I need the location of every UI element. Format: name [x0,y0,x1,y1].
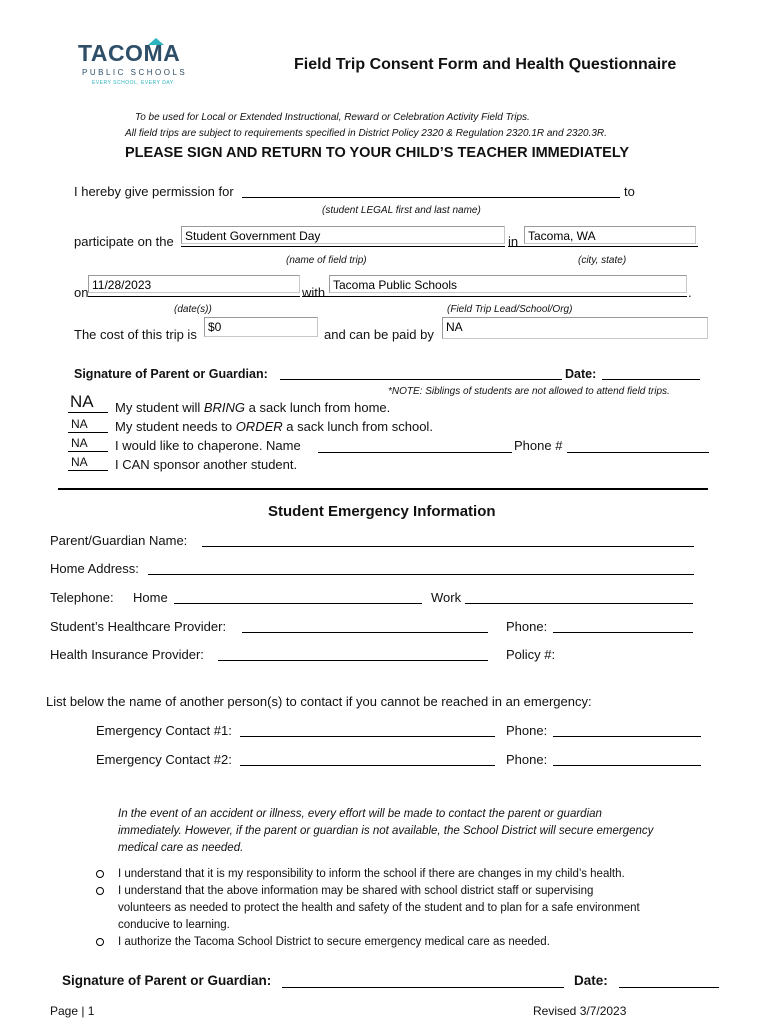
insurance-label: Health Insurance Provider: [50,647,204,662]
parent-signature-label: Signature of Parent or Guardian: [74,367,268,381]
to-label: to [624,184,635,199]
date-caption: (date(s)) [174,304,212,315]
work-phone-label: Work [431,590,462,605]
bullet-icon-2 [96,887,104,895]
option-value-2[interactable]: NA [71,417,88,431]
bullet-icon-1 [96,870,104,878]
period: . [688,285,692,300]
contact-intro: List below the name of another person(s) to contact if you cannot be reached in an emergency: [46,694,592,709]
page-number: Page | 1 [50,1004,95,1018]
contact2-line[interactable] [240,765,495,766]
trip-name-field[interactable]: Student Government Day [181,226,505,244]
trip-caption: (name of field trip) [286,255,367,266]
final-date-label: Date: [574,973,608,988]
with-label: with [302,285,326,300]
revised-date: Revised 3/7/2023 [533,1004,627,1018]
siblings-note: *NOTE: Siblings of students are not allowed to attend field trips. [388,386,670,397]
option-value-4[interactable]: NA [71,455,88,469]
chaperone-name-line[interactable] [318,452,512,453]
bullet-2-line-2: volunteers as needed to protect the health and safety of the student and to plan for a safe environment [118,902,640,914]
contact1-phone-line[interactable] [553,736,701,737]
healthcare-phone-line[interactable] [553,632,693,633]
emergency-title: Student Emergency Information [268,503,496,520]
bullet-1: I understand that it is my responsibility to inform the school if there are changes in my child’s health. [118,868,625,880]
notice-line-2: immediately. However, if the parent or guardian is not available, the School District will secure emergency [118,825,654,837]
address-line[interactable] [148,574,694,575]
option-underline-3 [68,451,108,452]
headline: PLEASE SIGN AND RETURN TO YOUR CHILD’S TEACHER IMMEDIATELY [125,145,630,161]
lead-caption: (Field Trip Lead/School/Org) [447,304,573,315]
option-label-3: I would like to chaperone. Name [115,438,301,453]
logo-name: TACOMA [78,40,181,66]
header-note-2: All field trips are subject to requirements specified in District Policy 2320 & Regulation 2320.1R and 2320.3R. [125,128,607,139]
trip-name-underline [181,246,505,247]
healthcare-phone-label: Phone: [506,619,548,634]
final-signature-line[interactable] [282,987,564,988]
final-date-line[interactable] [619,987,719,988]
lead-underline [302,296,687,297]
city-caption: (city, state) [578,255,627,266]
home-phone-label: Home [133,590,168,605]
telephone-label: Telephone: [50,590,114,605]
healthcare-line[interactable] [242,632,488,633]
paid-label: and can be paid by [324,327,434,342]
logo-tagline: EVERY SCHOOL, EVERY DAY [92,80,174,86]
contact2-phone-line[interactable] [553,765,701,766]
bullet-3: I authorize the Tacoma School District to secure emergency medical care as needed. [118,936,550,948]
logo-roof-icon [148,38,164,45]
insurance-line[interactable] [218,660,488,661]
contact2-label: Emergency Contact #2: [96,752,232,767]
contact1-phone-label: Phone: [506,723,548,738]
option-label-1: My student will BRING a sack lunch from home. [115,400,391,415]
work-phone-line[interactable] [465,603,693,604]
contact1-label: Emergency Contact #1: [96,723,232,738]
section-divider [58,488,708,490]
home-phone-line[interactable] [174,603,422,604]
option-underline-4 [68,470,108,471]
option-value-1[interactable]: NA [70,392,94,411]
option-value-3[interactable]: NA [71,436,88,450]
contact2-phone-label: Phone: [506,752,548,767]
permission-label: I hereby give permission for [74,184,234,199]
notice-line-3: medical care as needed. [118,842,244,854]
lead-field[interactable]: Tacoma Public Schools [329,275,687,293]
option-underline-2 [68,432,108,433]
chaperone-phone-line[interactable] [567,452,709,453]
date-field[interactable]: 11/28/2023 [88,275,300,293]
paid-by-field[interactable]: NA [442,317,708,339]
on-label: on [74,285,89,300]
student-name-line[interactable] [242,197,620,198]
district-logo [76,40,200,92]
cost-field[interactable]: $0 [204,317,318,337]
healthcare-label: Student’s Healthcare Provider: [50,619,227,634]
bullet-2-line-1: I understand that the above information may be shared with school district staff or supervising [118,885,594,897]
participate-label: participate on the [74,234,174,249]
student-caption: (student LEGAL first and last name) [322,205,481,216]
guardian-line[interactable] [202,546,694,547]
notice-line-1: In the event of an accident or illness, every effort will be made to contact the parent or guardian [118,808,602,820]
signature-date-line[interactable] [602,379,700,380]
bullet-icon-3 [96,938,104,946]
logo-sub: PUBLIC SCHOOLS [82,68,188,77]
bullet-2-line-3: conducive to learning. [118,919,230,931]
header-note-1: To be used for Local or Extended Instructional, Reward or Celebration Activity Field Trips. [135,112,530,123]
address-label: Home Address: [50,561,139,576]
location-field[interactable]: Tacoma, WA [524,226,696,244]
location-underline [508,246,698,247]
parent-signature-line[interactable] [280,379,562,380]
option-label-4: I CAN sponsor another student. [115,457,298,472]
chaperone-phone-label: Phone # [514,438,563,453]
form-title: Field Trip Consent Form and Health Questionnaire [294,56,677,73]
contact1-line[interactable] [240,736,495,737]
option-label-2: My student needs to ORDER a sack lunch from school. [115,419,433,434]
final-signature-label: Signature of Parent or Guardian: [62,973,272,988]
in-label: in [508,234,519,249]
signature-date-label: Date: [565,367,597,381]
date-underline [88,296,300,297]
policy-label: Policy #: [506,647,556,662]
guardian-label: Parent/Guardian Name: [50,533,188,548]
cost-label: The cost of this trip is [74,327,197,342]
option-underline-1 [68,412,108,413]
